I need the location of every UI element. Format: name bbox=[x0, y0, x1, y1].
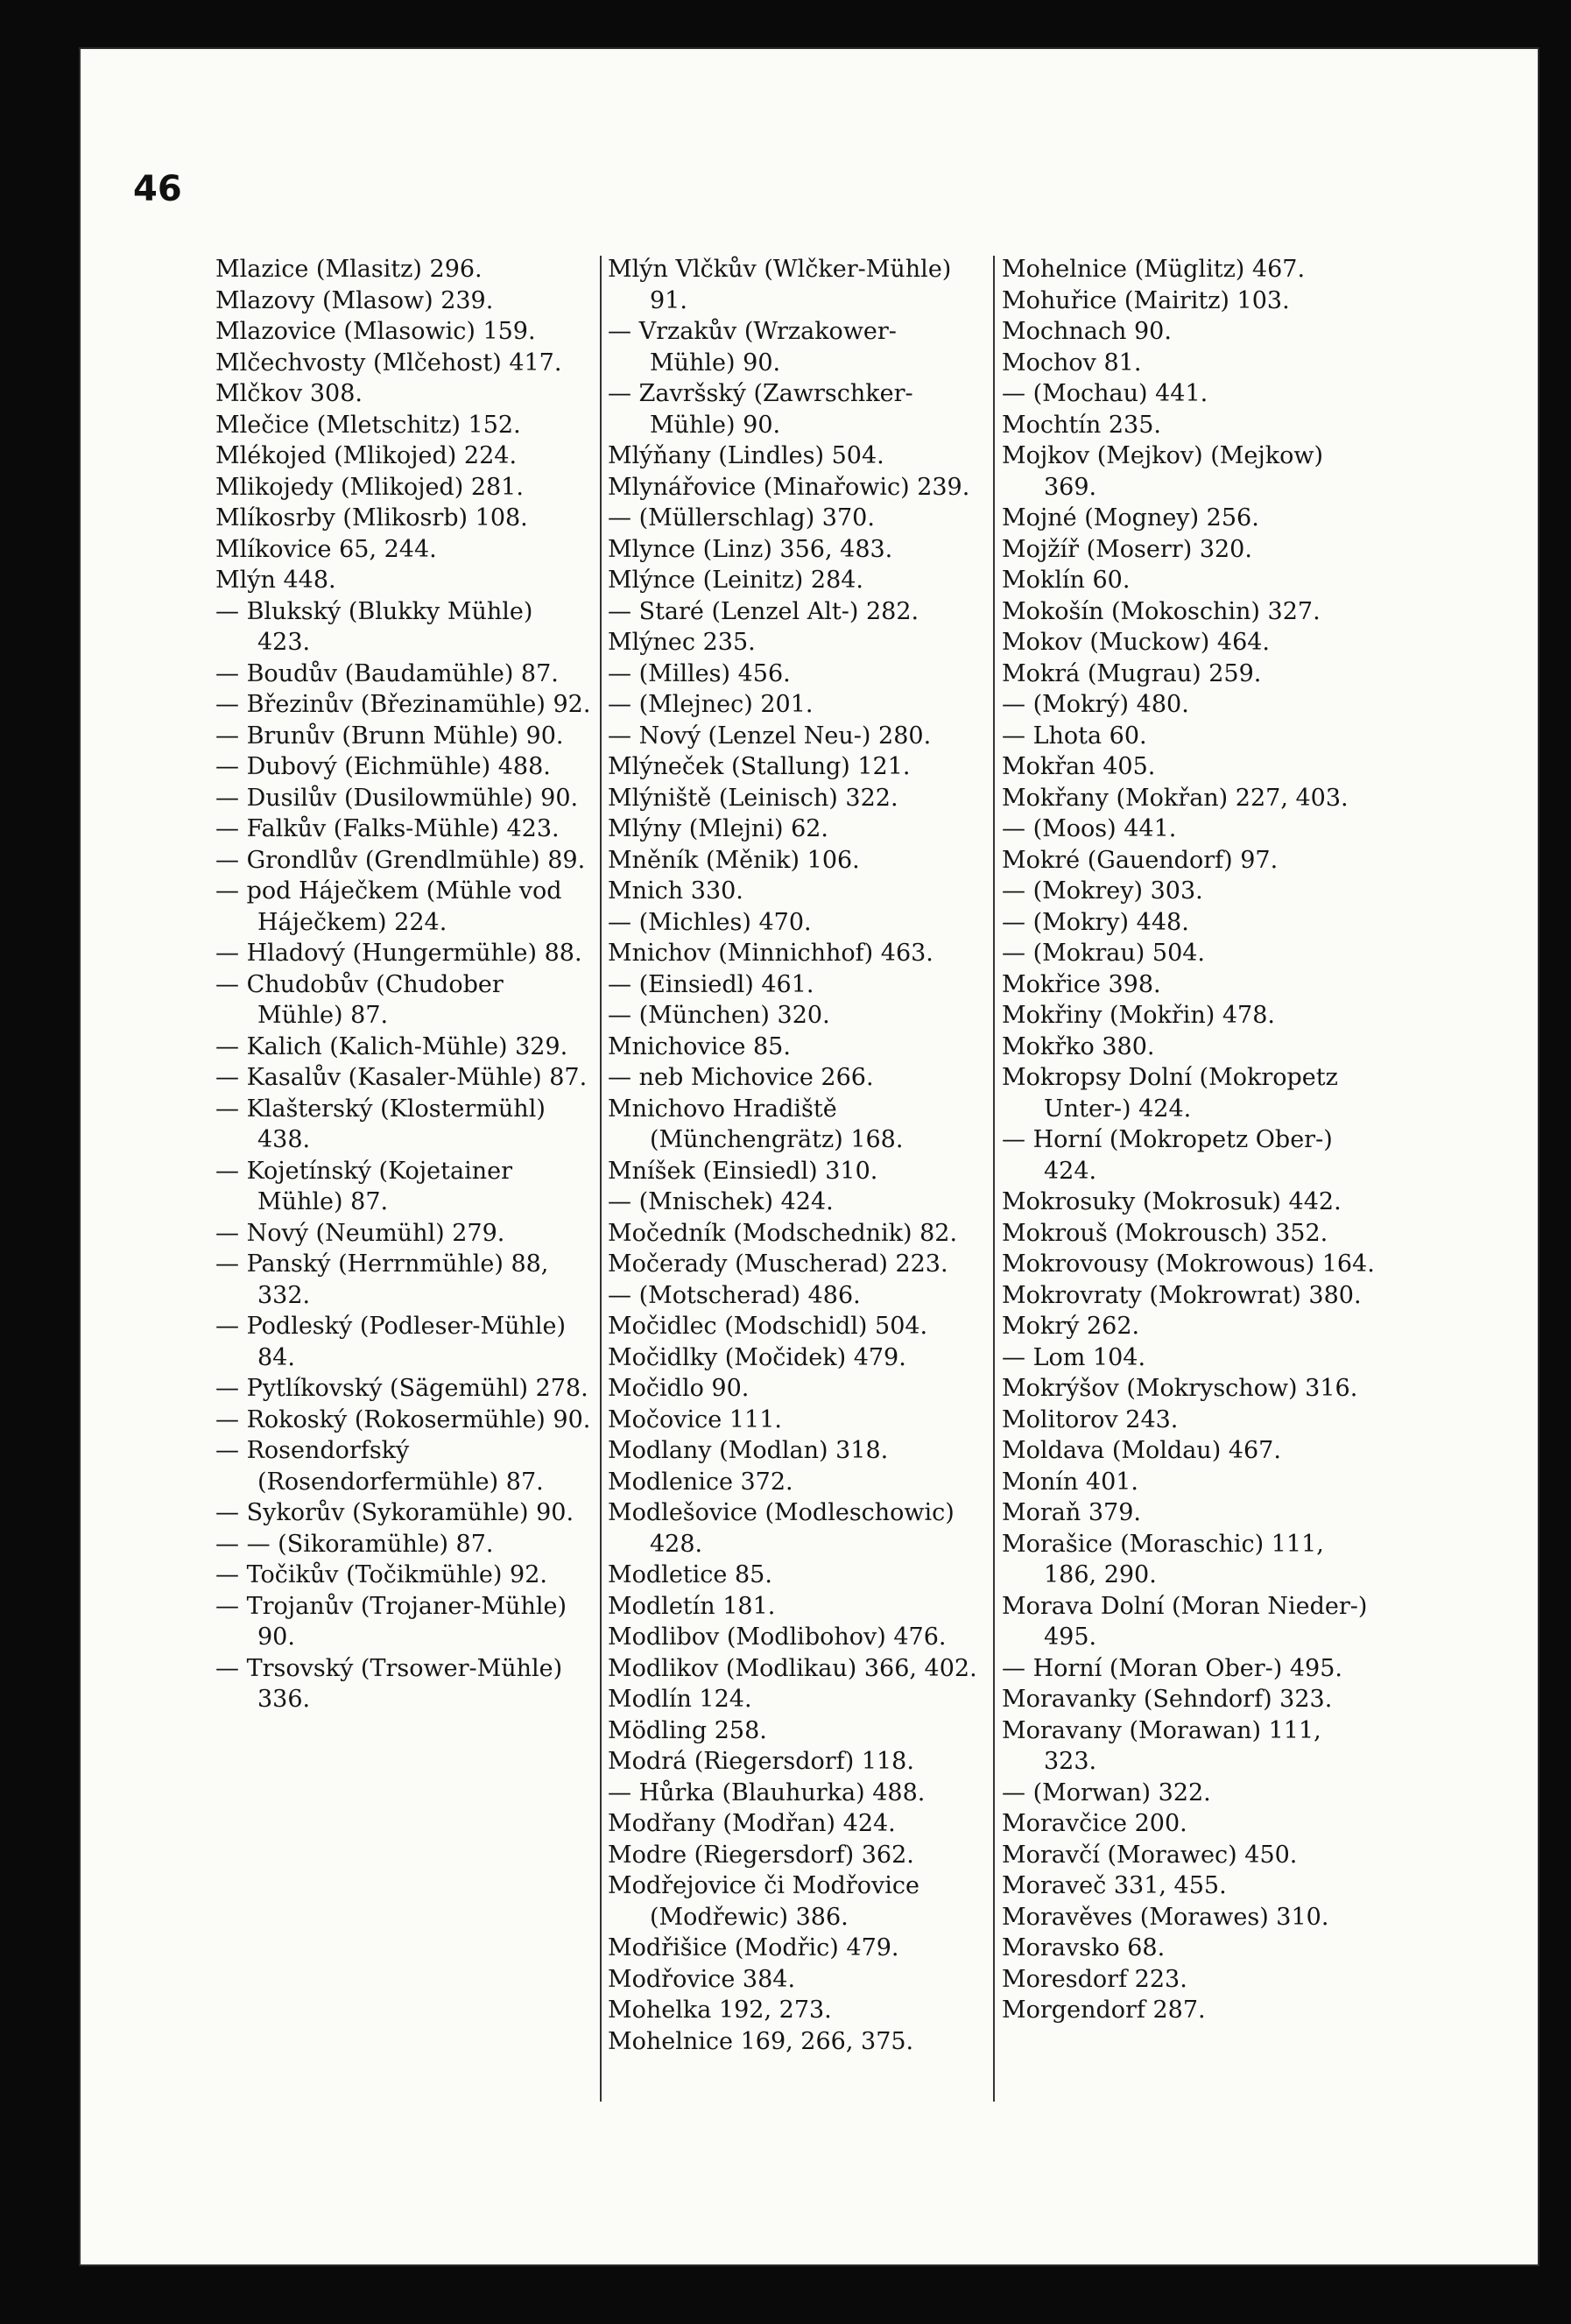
index-entry: Modřejovice či Modřovice (Modřewic) 386. bbox=[608, 1872, 919, 1931]
index-entry: Modre (Riegersdorf) 362. bbox=[608, 1841, 914, 1869]
index-entry: Mlazovice (Mlasowic) 159. bbox=[215, 318, 536, 345]
index-entry: — (Morwan) 322. bbox=[1002, 1778, 1211, 1806]
index-entry: Mlýn Vlčkův (Wlčker-Mühle) 91. bbox=[608, 256, 952, 314]
index-entry: — Grondlův (Grendlmühle) 89. bbox=[215, 846, 586, 874]
index-entry: — Hůrka (Blauhurka) 488. bbox=[608, 1778, 926, 1806]
index-entry: Mochnach 90. bbox=[1002, 318, 1172, 345]
index-entry: Mlýnec 235. bbox=[608, 629, 756, 656]
index-entry: — pod Háječkem (Mühle vod Háječkem) 224. bbox=[215, 877, 562, 936]
index-entry: Moldava (Moldau) 467. bbox=[1002, 1437, 1281, 1464]
index-entry: Mokrovousy (Mokrowous) 164. bbox=[1002, 1250, 1375, 1278]
index-entry: — Sykorův (Sykoramühle) 90. bbox=[215, 1499, 574, 1526]
index-entry: Mokošín (Mokoschin) 327. bbox=[1002, 597, 1321, 625]
index-entry: Mokřany (Mokřan) 227, 403. bbox=[1002, 784, 1349, 812]
index-entry: Močidlky (Močidek) 479. bbox=[608, 1343, 906, 1371]
index-entry: — (Mlejnec) 201. bbox=[608, 691, 814, 718]
index-entry: Moklín 60. bbox=[1002, 567, 1131, 594]
index-entry: Mokov (Muckow) 464. bbox=[1002, 629, 1271, 656]
index-entry: Mokrovraty (Mokrowrat) 380. bbox=[1002, 1281, 1362, 1309]
index-entry: Močovice 111. bbox=[608, 1405, 782, 1433]
index-entry: — Blukský (Blukky Mühle) 423. bbox=[215, 597, 533, 656]
index-entry: — Hladový (Hungermühle) 88. bbox=[215, 940, 582, 967]
index-entry: Moravčice 200. bbox=[1002, 1810, 1187, 1837]
column-divider-2 bbox=[993, 256, 995, 2102]
index-entry: — Horní (Mokropetz Ober-) 424. bbox=[1002, 1126, 1333, 1185]
index-entry: Mödling 258. bbox=[608, 1716, 767, 1744]
index-entry: — Lhota 60. bbox=[1002, 722, 1147, 750]
column-divider-1 bbox=[600, 256, 602, 2102]
index-entry: Moravsko 68. bbox=[1002, 1934, 1166, 1961]
index-entry: Modrá (Riegersdorf) 118. bbox=[608, 1748, 914, 1775]
index-column-1 bbox=[215, 254, 592, 1715]
index-entry: Moraň 379. bbox=[1002, 1499, 1141, 1526]
index-entry: Modřany (Modřan) 424. bbox=[608, 1810, 896, 1837]
index-entry: Moravčí (Morawec) 450. bbox=[1002, 1841, 1298, 1869]
index-entry: Mochtín 235. bbox=[1002, 411, 1161, 439]
index-entry: — Trsovský (Trsower-Mühle) 336. bbox=[215, 1654, 563, 1713]
index-entry: — Kojetínský (Kojetainer Mühle) 87. bbox=[215, 1157, 513, 1215]
index-entry: Molitorov 243. bbox=[1002, 1405, 1179, 1433]
index-entry: Močedník (Modschednik) 82. bbox=[608, 1219, 958, 1247]
index-entry: — (Michles) 470. bbox=[608, 908, 812, 936]
index-entry: Mlíkosrby (Mlikosrb) 108. bbox=[215, 504, 528, 532]
index-entry: — Staré (Lenzel Alt-) 282. bbox=[608, 597, 919, 625]
index-entry: Mokřice 398. bbox=[1002, 970, 1161, 998]
index-entry: Mokrosuky (Mokrosuk) 442. bbox=[1002, 1188, 1342, 1215]
index-entry: Mnich 330. bbox=[608, 877, 743, 905]
index-column-3 bbox=[1002, 254, 1378, 2026]
index-entry: — (Mokrey) 303. bbox=[1002, 877, 1203, 905]
index-entry: Mlečice (Mletschitz) 152. bbox=[215, 411, 521, 439]
index-entry: Mlíkovice 65, 244. bbox=[215, 535, 437, 563]
index-entry: Mlazice (Mlasitz) 296. bbox=[215, 256, 483, 283]
index-entry: Mochov 81. bbox=[1002, 349, 1142, 377]
index-entry: Mnichov (Minnichhof) 463. bbox=[608, 940, 933, 967]
index-entry: — Kasalův (Kasaler-Mühle) 87. bbox=[215, 1064, 588, 1091]
index-entry: — (Einsiedl) 461. bbox=[608, 970, 814, 998]
index-entry: — Lom 104. bbox=[1002, 1343, 1146, 1371]
index-entry: — Rosendorfský (Rosendorfermühle) 87. bbox=[215, 1437, 544, 1496]
index-entry: Modlín 124. bbox=[608, 1686, 752, 1713]
index-entry: Mněník (Měnik) 106. bbox=[608, 846, 860, 874]
index-entry: Močidlo 90. bbox=[608, 1375, 750, 1402]
index-entry: Mokřko 380. bbox=[1002, 1032, 1155, 1060]
index-entry: Mokřiny (Mokřin) 478. bbox=[1002, 1002, 1275, 1029]
index-entry: Mlčechvosty (Mlčehost) 417. bbox=[215, 349, 562, 377]
index-entry: Mlýniště (Leinisch) 322. bbox=[608, 784, 898, 812]
page-number: 46 bbox=[133, 169, 182, 209]
index-entry: — Završský (Zawrschker-Mühle) 90. bbox=[608, 380, 913, 439]
index-entry: Mojné (Mogney) 256. bbox=[1002, 504, 1259, 532]
index-entry: Modlany (Modlan) 318. bbox=[608, 1437, 889, 1464]
index-entry: Modřovice 384. bbox=[608, 1965, 796, 1993]
index-entry: — Pytlíkovský (Sägemühl) 278. bbox=[215, 1375, 588, 1402]
index-entry: Morgendorf 287. bbox=[1002, 1997, 1206, 2024]
index-entry: — Kalich (Kalich-Mühle) 329. bbox=[215, 1032, 568, 1060]
index-entry: — (Motscherad) 486. bbox=[608, 1281, 861, 1309]
index-entry: Moresdorf 223. bbox=[1002, 1965, 1187, 1993]
index-entry: — Nový (Neumühl) 279. bbox=[215, 1219, 505, 1247]
index-entry: — Točikův (Točikmühle) 92. bbox=[215, 1561, 547, 1588]
index-entry: — (Moos) 441. bbox=[1002, 815, 1177, 842]
index-entry: Mojkov (Mejkov) (Mejkow) 369. bbox=[1002, 442, 1324, 501]
index-entry: Mlynce (Linz) 356, 483. bbox=[608, 535, 893, 563]
index-entry: Mojžíř (Moserr) 320. bbox=[1002, 535, 1252, 563]
index-entry: Mohuřice (Mairitz) 103. bbox=[1002, 286, 1290, 314]
index-entry: Mníšek (Einsiedl) 310. bbox=[608, 1157, 878, 1185]
index-entry: Močerady (Muscherad) 223. bbox=[608, 1250, 948, 1278]
index-entry: Mlýn 448. bbox=[215, 567, 336, 594]
index-entry: — Podleský (Podleser-Mühle) 84. bbox=[215, 1313, 567, 1371]
index-entry: — — (Sikoramühle) 87. bbox=[215, 1530, 494, 1558]
index-entry: Modlenice 372. bbox=[608, 1468, 793, 1496]
index-entry: Mokropsy Dolní (Mokropetz Unter-) 424. bbox=[1002, 1064, 1338, 1123]
index-entry: Mlýňany (Lindles) 504. bbox=[608, 442, 884, 469]
index-entry: Mokřan 405. bbox=[1002, 753, 1156, 780]
index-entry: Mlýneček (Stallung) 121. bbox=[608, 753, 911, 780]
index-entry: — Vrzakův (Wrzakower-Mühle) 90. bbox=[608, 318, 897, 377]
index-entry: Modletice 85. bbox=[608, 1561, 772, 1588]
index-entry: — Boudův (Baudamühle) 87. bbox=[215, 659, 559, 687]
index-entry: — (Mnischek) 424. bbox=[608, 1188, 834, 1215]
index-entry: — Horní (Moran Ober-) 495. bbox=[1002, 1654, 1342, 1682]
index-entry: Monín 401. bbox=[1002, 1468, 1139, 1496]
index-entry: Moravanky (Sehndorf) 323. bbox=[1002, 1686, 1333, 1713]
index-entry: — (Mokrau) 504. bbox=[1002, 940, 1206, 967]
index-entry: Mlýny (Mlejni) 62. bbox=[608, 815, 829, 842]
index-entry: — (Mokrý) 480. bbox=[1002, 691, 1189, 718]
index-entry: — Březinův (Březinamühle) 92. bbox=[215, 691, 591, 718]
index-entry: — Klašterský (Klostermühl) 438. bbox=[215, 1095, 546, 1153]
index-entry: — (Milles) 456. bbox=[608, 659, 791, 687]
index-entry: — (München) 320. bbox=[608, 1002, 830, 1029]
index-entry: — (Mochau) 441. bbox=[1002, 380, 1208, 407]
index-entry: Morava Dolní (Moran Nieder-) 495. bbox=[1002, 1592, 1368, 1651]
index-entry: Mlékojed (Mlikojed) 224. bbox=[215, 442, 518, 469]
index-entry: — Dubový (Eichmühle) 488. bbox=[215, 753, 551, 780]
index-entry: Moravěves (Morawes) 310. bbox=[1002, 1903, 1329, 1931]
index-entry: — Rokoský (Rokosermühle) 90. bbox=[215, 1405, 591, 1433]
index-entry: Mokrouš (Mokrousch) 352. bbox=[1002, 1219, 1328, 1247]
index-entry: — (Müllerschlag) 370. bbox=[608, 504, 875, 532]
index-entry: Mohelka 192, 273. bbox=[608, 1997, 832, 2024]
index-entry: — Brunův (Brunn Mühle) 90. bbox=[215, 722, 564, 750]
index-entry: — Dusilův (Dusilowmühle) 90. bbox=[215, 784, 579, 812]
index-entry: Mohelnice (Müglitz) 467. bbox=[1002, 256, 1306, 283]
index-entry: Mlikojedy (Mlikojed) 281. bbox=[215, 473, 524, 501]
index-entry: Mohelnice 169, 266, 375. bbox=[608, 2027, 914, 2055]
index-entry: Modlibov (Modlibohov) 476. bbox=[608, 1623, 947, 1651]
index-entry: Morašice (Moraschic) 111, 186, 290. bbox=[1002, 1530, 1324, 1588]
index-entry: Modletín 181. bbox=[608, 1592, 776, 1620]
index-entry: — Trojanův (Trojaner-Mühle) 90. bbox=[215, 1592, 567, 1651]
index-entry: Modřišice (Modřic) 479. bbox=[608, 1934, 899, 1961]
index-entry: Mlčkov 308. bbox=[215, 380, 363, 407]
index-column-2 bbox=[608, 254, 981, 2057]
index-entry: Modlešovice (Modleschowic) 428. bbox=[608, 1499, 955, 1558]
index-entry: Mokrá (Mugrau) 259. bbox=[1002, 659, 1262, 687]
index-entry: Moravany (Morawan) 111, 323. bbox=[1002, 1716, 1321, 1775]
index-entry: — Chudobův (Chudober Mühle) 87. bbox=[215, 970, 504, 1029]
index-entry: Mnichovo Hradiště (Münchengrätz) 168. bbox=[608, 1095, 904, 1153]
index-entry: — Falkův (Falks-Mühle) 423. bbox=[215, 815, 560, 842]
index-entry: Mokrý 262. bbox=[1002, 1313, 1140, 1340]
index-entry: Moraveč 331, 455. bbox=[1002, 1872, 1227, 1899]
index-entry: Mokré (Gauendorf) 97. bbox=[1002, 846, 1279, 874]
index-entry: Mlýnce (Leinitz) 284. bbox=[608, 567, 864, 594]
index-entry: — Panský (Herrnmühle) 88, 332. bbox=[215, 1250, 549, 1309]
index-entry: Modlikov (Modlikau) 366, 402. bbox=[608, 1654, 977, 1682]
index-entry: — neb Michovice 266. bbox=[608, 1064, 874, 1091]
index-entry: — (Mokry) 448. bbox=[1002, 908, 1189, 936]
index-entry: Močidlec (Modschidl) 504. bbox=[608, 1313, 928, 1340]
index-entry: — Nový (Lenzel Neu-) 280. bbox=[608, 722, 932, 750]
index-entry: Mlynářovice (Minařowic) 239. bbox=[608, 473, 970, 501]
index-entry: Mlazovy (Mlasow) 239. bbox=[215, 286, 494, 314]
index-entry: Mokrýšov (Mokryschow) 316. bbox=[1002, 1375, 1358, 1402]
index-entry: Mnichovice 85. bbox=[608, 1032, 791, 1060]
